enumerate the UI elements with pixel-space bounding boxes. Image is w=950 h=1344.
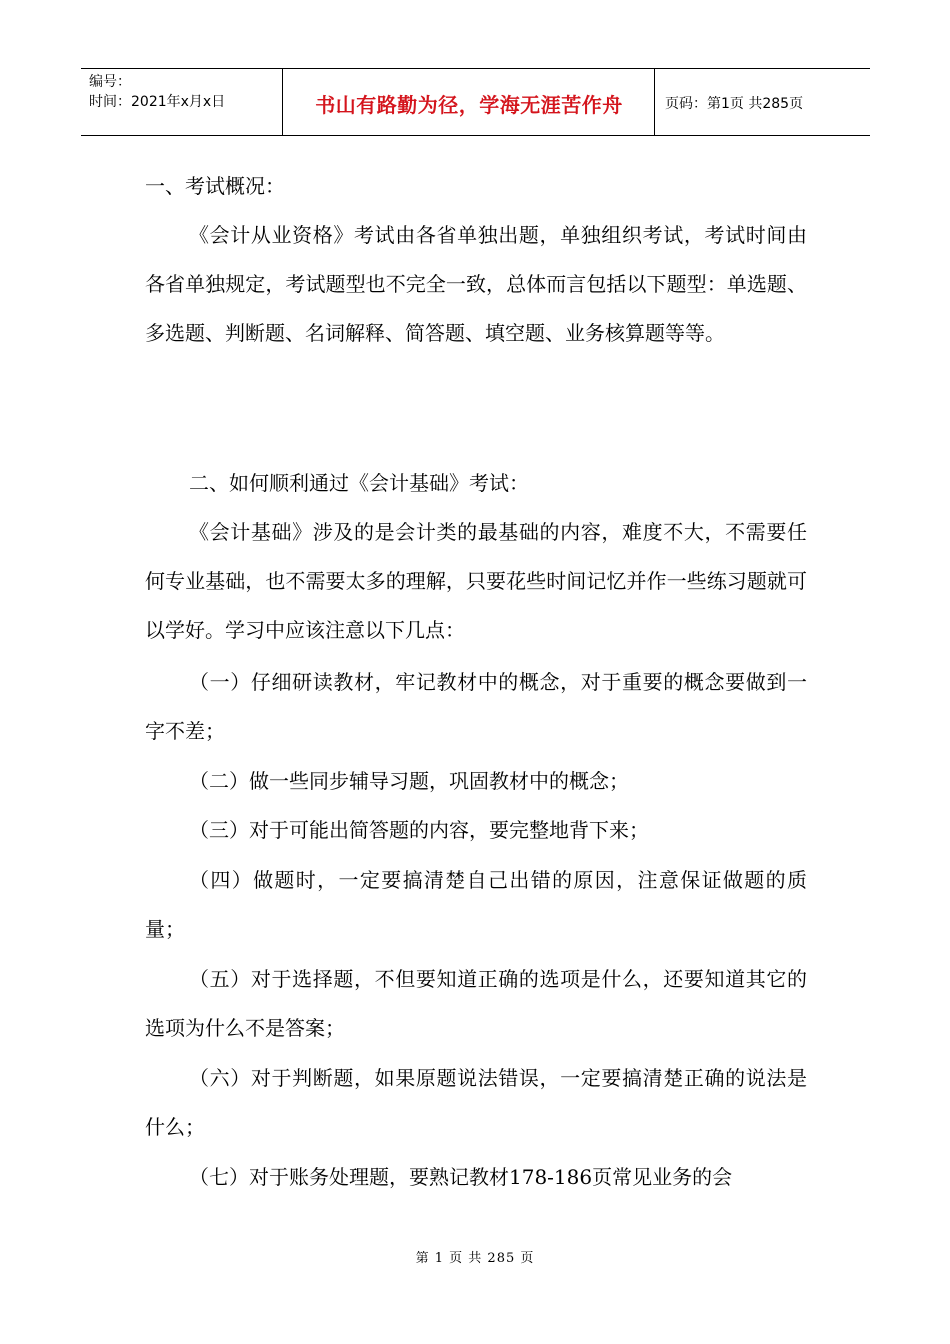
list-item-1: （一）仔细研读教材，牢记教材中的概念，对于重要的概念要做到一字不差； <box>145 670 807 743</box>
header-meta <box>89 72 225 112</box>
paragraph-basics-intro: 《会计基础》涉及的是会计类的最基础的内容，难度不大，不需要任何专业基础，也不需要太多的理解，只要花些时间记忆并作一些练习题就可以学好。学习中应该注意以下几点： <box>145 520 807 642</box>
header-divider-left <box>282 69 283 135</box>
document-number-label: 编号： <box>89 74 131 90</box>
page-footer: 第 1 页 共 285 页 <box>415 1251 535 1266</box>
list-item-6: （六）对于判断题，如果原题说法错误，一定要搞清楚正确的说法是什么； <box>145 1066 807 1139</box>
section-heading-overview: 一、考试概况： <box>145 174 285 198</box>
list-item-5: （五）对于选择题，不但要知道正确的选项是什么，还要知道其它的选项为什么不是答案； <box>145 967 807 1040</box>
document-header <box>81 68 870 136</box>
header-divider-right <box>654 69 655 135</box>
section-heading-basics: 二、如何顺利通过《会计基础》考试： <box>189 471 529 495</box>
list-item-2: （二）做一些同步辅导习题，巩固教材中的概念； <box>189 769 629 793</box>
list-item-4: （四）做题时，一定要搞清楚自己出错的原因，注意保证做题的质量； <box>145 868 807 941</box>
list-item-3: （三）对于可能出简答题的内容，要完整地背下来； <box>189 818 649 842</box>
document-date: 时间：2021年x月x日 <box>89 94 226 110</box>
paragraph-overview: 《会计从业资格》考试由各省单独出题，单独组织考试，考试时间由各省单独规定，考试题型也不完全一致，总体而言包括以下题型：单选题、多选题、判断题、名词解释、简答题、填空题、业务核算题等等。 <box>145 223 807 345</box>
header-page-info: 页码：第1页 共285页 <box>665 96 804 112</box>
header-motto: 书山有路勤为径，学海无涯苦作舟 <box>315 93 623 117</box>
list-item-7: （七）对于账务处理题，要熟记教材178-186页常见业务的会 <box>189 1165 733 1189</box>
